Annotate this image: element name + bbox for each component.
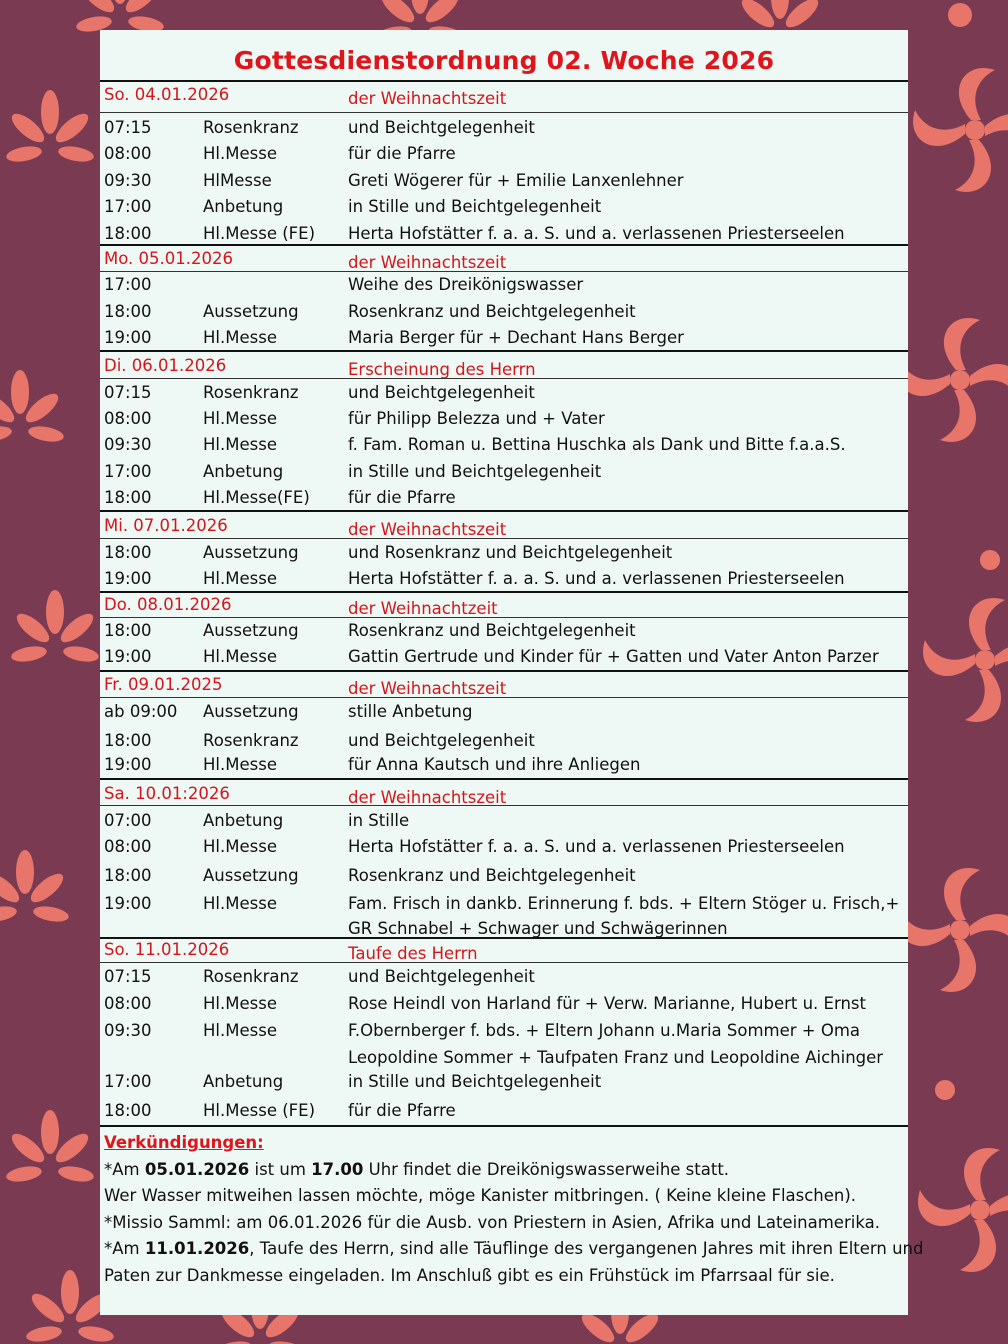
service-type: Hl.Messe: [203, 144, 277, 163]
day-divider: [100, 778, 908, 780]
day-feast: der Weihnachtszeit: [348, 788, 507, 807]
service-time: 18:00: [104, 224, 152, 243]
announcement-line: Wer Wasser mitweihen lassen möchte, möge Kanister mitbringen. ( Keine kleine Flaschen).: [104, 1186, 857, 1205]
service-time: 08:00: [104, 409, 152, 428]
service-time: 07:15: [104, 118, 152, 137]
service-intention: für Philipp Belezza und + Vater: [348, 409, 605, 428]
service-time: 17:00: [104, 197, 152, 216]
day-divider: [100, 80, 908, 82]
day-date: So. 11.01.2026: [104, 940, 230, 959]
day-date: Mo. 05.01.2026: [104, 249, 234, 268]
service-type: Aussetzung: [203, 621, 299, 640]
service-time: 17:00: [104, 462, 152, 481]
service-intention: Fam. Frisch in dankb. Erinnerung f. bds. + Eltern Stöger u. Frisch,+: [348, 894, 900, 913]
service-type: Aussetzung: [203, 866, 299, 885]
service-type: Aussetzung: [203, 543, 299, 562]
service-intention: F.Obernberger f. bds. + Eltern Johann u.Maria Sommer + Oma: [348, 1021, 861, 1040]
service-time: 08:00: [104, 994, 152, 1013]
service-type: Hl.Messe: [203, 894, 277, 913]
service-intention: Herta Hofstätter f. a. a. S. und a. verlassenen Priesterseelen: [348, 837, 845, 856]
header-divider: [100, 112, 908, 113]
service-intention: stille Anbetung: [348, 702, 473, 721]
day-feast: der Weihnachtszeit: [348, 679, 507, 698]
announcement-line: *Missio Samml: am 06.01.2026 für die Ausb. von Priestern in Asien, Afrika und Lateinamerika.: [104, 1212, 880, 1232]
service-type: Aussetzung: [203, 302, 299, 321]
day-feast: der Weihnachtszeit: [348, 253, 507, 272]
service-type: Anbetung: [203, 462, 284, 481]
service-time: 18:00: [104, 1101, 152, 1120]
service-intention: Maria Berger für + Dechant Hans Berger: [348, 328, 684, 347]
service-type: Anbetung: [203, 1072, 284, 1091]
service-type: Anbetung: [203, 811, 284, 830]
service-type: Hl.Messe(FE): [203, 488, 310, 507]
service-intention: in Stille und Beichtgelegenheit: [348, 462, 602, 481]
service-intention: Rosenkranz und Beichtgelegenheit: [348, 866, 636, 885]
service-intention: für Anna Kautsch und ihre Anliegen: [348, 755, 641, 774]
service-time: 07:15: [104, 967, 152, 986]
service-type: Hl.Messe (FE): [203, 224, 316, 243]
service-intention: Gattin Gertrude und Kinder für + Gatten und Vater Anton Parzer: [348, 647, 879, 666]
service-type: Hl.Messe: [203, 994, 277, 1013]
service-time: 19:00: [104, 569, 152, 588]
service-intention: Leopoldine Sommer + Taufpaten Franz und Leopoldine Aichinger: [348, 1048, 884, 1067]
service-time: 18:00: [104, 543, 152, 562]
service-intention: und Beichtgelegenheit: [348, 731, 535, 750]
day-feast: Erscheinung des Herrn: [348, 360, 536, 379]
header-divider: [100, 805, 908, 806]
service-intention: und Beichtgelegenheit: [348, 383, 535, 402]
service-time: 09:30: [104, 1021, 152, 1040]
service-time: 09:30: [104, 435, 152, 454]
day-date: Di. 06.01.2026: [104, 356, 227, 375]
service-intention: in Stille und Beichtgelegenheit: [348, 197, 602, 216]
day-date: So. 04.01.2026: [104, 85, 230, 104]
service-intention: für die Pfarre: [348, 1101, 456, 1120]
service-time: 07:00: [104, 811, 152, 830]
header-divider: [100, 697, 908, 698]
day-feast: Taufe des Herrn: [348, 944, 478, 963]
service-time: 09:30: [104, 171, 152, 190]
service-type: Hl.Messe: [203, 409, 277, 428]
day-feast: der Weihnachtszeit: [348, 89, 507, 108]
service-intention: f. Fam. Roman u. Bettina Huschka als Dank und Bitte f.a.a.S.: [348, 435, 846, 454]
day-date: Sa. 10.01:2026: [104, 784, 230, 803]
service-intention: für die Pfarre: [348, 144, 456, 163]
service-intention: für die Pfarre: [348, 488, 456, 507]
service-intention: Herta Hofstätter f. a. a. S. und a. verlassenen Priesterseelen: [348, 224, 845, 243]
service-time: ab 09:00: [104, 702, 178, 721]
header-divider: [100, 378, 908, 379]
service-type: Hl.Messe: [203, 647, 277, 666]
schedule-sheet: [100, 30, 924, 1315]
service-type: Rosenkranz: [203, 118, 299, 137]
service-time: 18:00: [104, 731, 152, 750]
announcement-line: *Am 05.01.2026 ist um 17.00 Uhr findet die Dreikönigswasserweihe statt.: [104, 1159, 730, 1179]
header-divider: [100, 617, 908, 618]
service-intention: und Rosenkranz und Beichtgelegenheit: [348, 543, 673, 562]
service-intention: in Stille und Beichtgelegenheit: [348, 1072, 602, 1091]
service-type: HlMesse: [203, 171, 272, 190]
service-intention: Herta Hofstätter f. a. a. S. und a. verlassenen Priesterseelen: [348, 569, 845, 588]
announcement-line: *Am 11.01.2026, Taufe des Herrn, sind alle Täuflinge des vergangenen Jahres mit ihren Eltern und: [104, 1239, 924, 1258]
service-type: Rosenkranz: [203, 967, 299, 986]
service-time: 19:00: [104, 328, 152, 347]
service-intention: Rosenkranz und Beichtgelegenheit: [348, 621, 636, 640]
day-feast: der Weihnachtzeit: [348, 599, 498, 618]
service-intention: Rose Heindl von Harland für + Verw. Marianne, Hubert u. Ernst: [348, 994, 866, 1013]
service-time: 08:00: [104, 144, 152, 163]
service-time: 19:00: [104, 894, 152, 913]
header-divider: [100, 271, 908, 272]
notes-divider: [100, 1125, 908, 1127]
service-time: 19:00: [104, 755, 152, 774]
service-time: 18:00: [104, 621, 152, 640]
day-divider: [100, 937, 908, 939]
service-intention: Rosenkranz und Beichtgelegenheit: [348, 302, 636, 321]
service-type: Hl.Messe: [203, 1021, 277, 1040]
service-type: Hl.Messe: [203, 837, 277, 856]
day-divider: [100, 510, 908, 512]
day-date: Do. 08.01.2026: [104, 595, 232, 614]
service-type: Hl.Messe: [203, 569, 277, 588]
day-feast: der Weihnachtszeit: [348, 520, 507, 539]
day-divider: [100, 244, 908, 246]
service-type: Rosenkranz: [203, 731, 299, 750]
day-date: Fr. 09.01.2025: [104, 675, 223, 694]
service-time: 18:00: [104, 302, 152, 321]
day-divider: [100, 591, 908, 593]
announcements: [104, 1130, 924, 1289]
service-type: Hl.Messe: [203, 328, 277, 347]
day-divider: [100, 350, 908, 352]
service-intention: Greti Wögerer für + Emilie Lanxenlehner: [348, 171, 684, 190]
service-type: Hl.Messe: [203, 755, 277, 774]
service-time: 17:00: [104, 1072, 152, 1091]
page-title: Gottesdienstordnung 02. Woche 2026: [233, 46, 775, 75]
service-intention: Weihe des Dreikönigswasser: [348, 275, 584, 294]
service-time: 18:00: [104, 488, 152, 507]
service-time: 18:00: [104, 866, 152, 885]
day-date: Mi. 07.01.2026: [104, 516, 228, 535]
service-intention: in Stille: [348, 811, 410, 830]
service-intention: GR Schnabel + Schwager und Schwägerinnen: [348, 919, 728, 938]
header-divider: [100, 962, 908, 963]
service-type: Aussetzung: [203, 702, 299, 721]
announcements-heading: Verkündigungen:: [104, 1133, 264, 1152]
day-divider: [100, 670, 908, 672]
header-divider: [100, 538, 908, 539]
service-type: Anbetung: [203, 197, 284, 216]
service-type: Hl.Messe: [203, 435, 277, 454]
service-time: 07:15: [104, 383, 152, 402]
service-type: Rosenkranz: [203, 383, 299, 402]
service-time: 17:00: [104, 275, 152, 294]
service-intention: und Beichtgelegenheit: [348, 967, 535, 986]
announcement-line: Paten zur Dankmesse eingeladen. Im Anschluß gibt es ein Frühstück im Pfarrsaal für sie.: [104, 1265, 835, 1285]
service-intention: und Beichtgelegenheit: [348, 118, 535, 137]
service-time: 19:00: [104, 647, 152, 666]
service-type: Hl.Messe (FE): [203, 1101, 316, 1120]
service-time: 08:00: [104, 837, 152, 856]
